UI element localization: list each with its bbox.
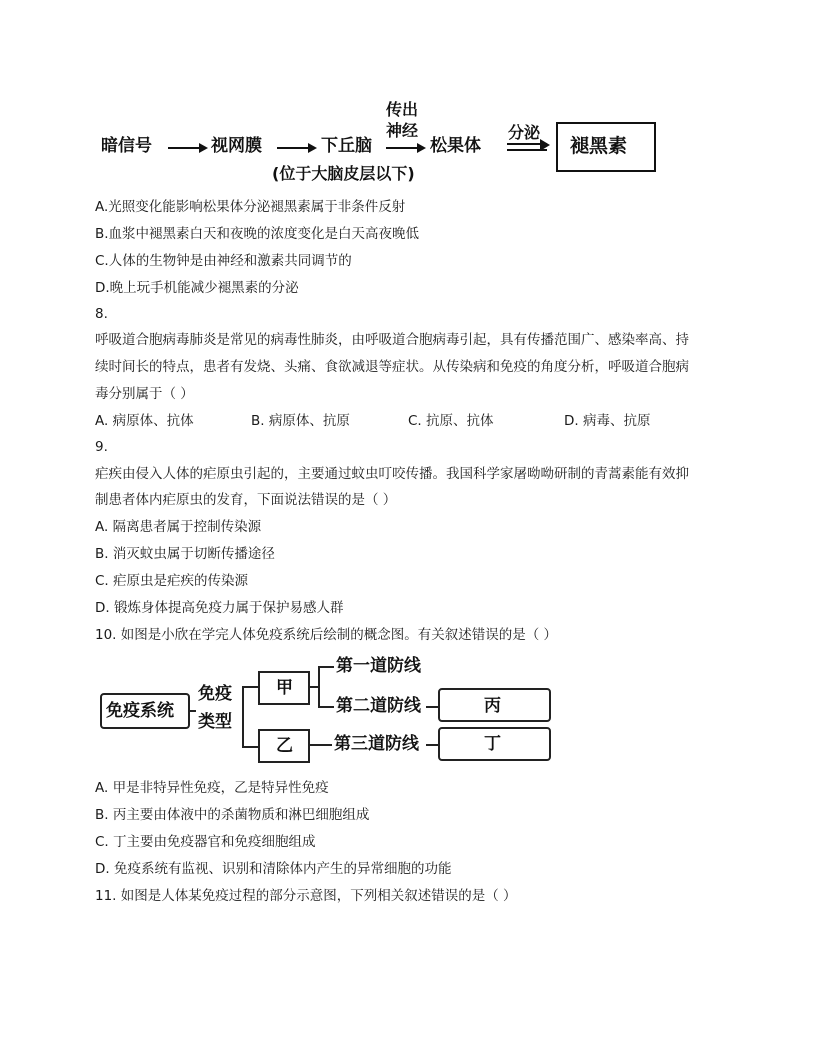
q8-option-b: B. 病原体、抗原	[251, 413, 350, 429]
q9-number: 9.	[95, 439, 108, 455]
q7-option-a: A.光照变化能影响松果体分泌褪黑素属于非条件反射	[95, 199, 406, 215]
bing-connector	[426, 706, 438, 708]
q10-option-d: D. 免疫系统有监视、识别和清除体内产生的异常细胞的功能	[95, 861, 452, 877]
q8-stem-line-1: 呼吸道合胞病毒肺炎是常见的病毒性肺炎，由呼吸道合胞病毒引起，具有传播范围广、感染率高、持	[95, 332, 689, 348]
first-line-of-defense: 第一道防线	[336, 656, 421, 676]
q8-option-d: D. 病毒、抗原	[564, 413, 651, 429]
type-bracket-top	[242, 686, 258, 688]
q7-option-c: C.人体的生物钟是由神经和激素共同调节的	[95, 253, 352, 269]
q10-option-a: A. 甲是非特异性免疫，乙是特异性免疫	[95, 780, 329, 796]
q9-option-d: D. 锻炼身体提高免疫力属于保护易感人群	[95, 600, 344, 616]
q9-option-c: C. 疟原虫是疟疾的传染源	[95, 573, 249, 589]
jia-bracket-vertical	[318, 666, 320, 708]
arrow-3-label-top: 传出	[386, 100, 419, 119]
jia-connector	[310, 686, 318, 688]
q9-stem-line-2: 制患者体内疟原虫的发育，下面说法错误的是（ ）	[95, 492, 397, 508]
jia-bracket-top	[318, 666, 334, 668]
q9-option-b: B. 消灭蚊虫属于切断传播途径	[95, 546, 275, 562]
node-melatonin: 褪黑素	[570, 135, 628, 157]
q7-option-b: B.血浆中褪黑素白天和夜晚的浓度变化是白天高夜晚低	[95, 226, 420, 242]
q9-option-a: A. 隔离患者属于控制传染源	[95, 519, 262, 535]
q8-number: 8.	[95, 306, 108, 322]
q7-option-d: D.晚上玩手机能减少褪黑素的分泌	[95, 280, 299, 296]
root-connector	[190, 710, 196, 712]
q8-stem-line-3: 毒分别属于（ ）	[95, 386, 194, 402]
arrow-4-label: 分泌	[508, 123, 541, 142]
ding-connector	[426, 744, 438, 746]
root-label: 免疫系统	[106, 701, 174, 721]
node-hypothalamus: 下丘脑	[321, 136, 372, 156]
yi-label: 乙	[276, 736, 293, 756]
q8-option-a: A. 病原体、抗体	[95, 413, 194, 429]
immune-type-label-top: 免疫	[198, 684, 232, 704]
node-retina: 视网膜	[211, 136, 262, 156]
immune-type-label-bottom: 类型	[198, 712, 232, 732]
q8-stem-line-2: 续时间长的特点，患者有发烧、头痛、食欲减退等症状。从传染病和免疫的角度分析，呼吸道合胞病	[95, 359, 689, 375]
arrow-3-label-bottom: 神经	[386, 121, 419, 140]
yi-connector	[310, 744, 332, 746]
node-pineal-body: 松果体	[430, 136, 481, 156]
jia-bracket-bottom	[318, 706, 334, 708]
q11-stem: 11. 如图是人体某免疫过程的部分示意图，下列相关叙述错误的是（ ）	[95, 888, 517, 904]
q10-stem: 10. 如图是小欣在学完人体免疫系统后绘制的概念图。有关叙述错误的是（ ）	[95, 627, 558, 643]
q10-option-c: C. 丁主要由免疫器官和免疫细胞组成	[95, 834, 316, 850]
q10-option-b: B. 丙主要由体液中的杀菌物质和淋巴细胞组成	[95, 807, 370, 823]
type-bracket-vertical	[242, 686, 244, 748]
third-line-of-defense: 第三道防线	[334, 734, 419, 754]
ding-label: 丁	[484, 734, 501, 754]
q8-option-c: C. 抗原、抗体	[408, 413, 494, 429]
jia-label: 甲	[276, 678, 293, 698]
node-dark-signal: 暗信号	[101, 136, 152, 156]
second-line-of-defense: 第二道防线	[336, 696, 421, 716]
bing-label: 丙	[484, 696, 501, 716]
q9-stem-line-1: 疟疾由侵入人体的疟原虫引起的，主要通过蚊虫叮咬传播。我国科学家屠呦呦研制的青蒿素能有效抑	[95, 466, 689, 482]
hypothalamus-note: (位于大脑皮层以下)	[272, 164, 415, 183]
type-bracket-bottom	[242, 746, 258, 748]
